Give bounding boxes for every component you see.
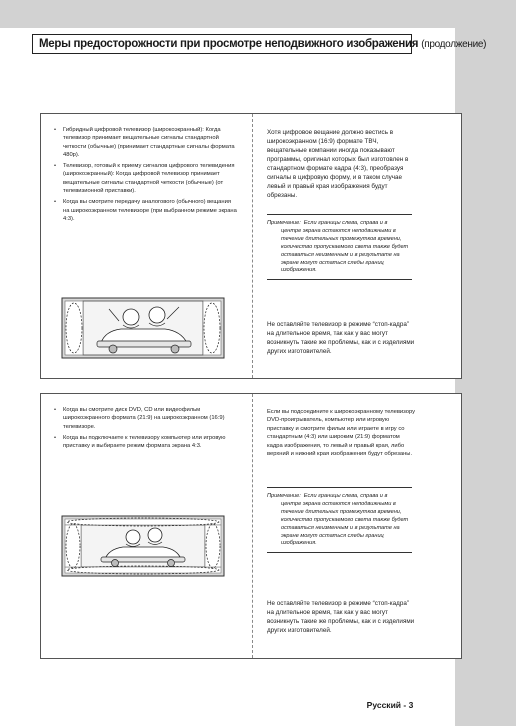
precaution-panel-1 (40, 113, 462, 379)
aspect-note: Хотя цифровое вещание должно вестись в широкоэкранном (16:9) формате ТВЧ, вещательные компании иногда показывают программы, оригинал которых был изготовлен в стандартном формате кадра (4:3), преобразуя сигналы в цифровую форму, и в таком случае левый и правый края изображения будут обрезаны. (267, 129, 409, 199)
caution-box (267, 487, 412, 553)
bullet-item: • Телевизор, готовый к приему сигналов цифрового телевидения (широкоэкранный): Когда цифровой телевизор принимает вещательные сигналы стандартной четкости (обычные) (от телевизионной приставки). (53, 162, 239, 195)
caution-label: Примечание: (267, 220, 301, 226)
top-gray-band (0, 0, 516, 28)
still-frame-warning: Не оставляйте телевизор в режиме “стоп-кадра” на длительное время, так как у вас могут возникнуть такие же проблемы, как и с изделиями других изготовителей. (267, 600, 415, 634)
bullet-item: • Когда вы смотрите диск DVD, CD или видеофильм широкоэкранного формата (21:9) на широкоэкранном (16:9) телевизоре. (53, 406, 239, 431)
precaution-panel-2 (40, 393, 462, 659)
right-gray-band (455, 0, 516, 726)
caution-text-first: Если границы слева, справа и в (303, 220, 388, 226)
bullet-item: • Когда вы смотрите передачу аналогового (обычного) вещания на широкоэкранном телевизоре (при выбранном режиме экрана 4:3). (53, 198, 239, 223)
caution-text-rest: центре экрана остаются неподвижными в течение длительных промежутков времени, количество пропускаемого света также будет оставаться неизменным и в результате на экране могут остаться следы границ изображения. (281, 500, 409, 547)
bullet-item: • Гибридный цифровой телевизор (широкоэкранный): Когда телевизор принимает вещательные сигналы стандартной четкости (обычные) (принимает стандартные сигналы формата 480p). (53, 126, 239, 159)
caution-label: Примечание: (267, 493, 301, 499)
caution-text-first: Если границы слева, справа и в (303, 493, 388, 499)
caution-box (267, 214, 412, 280)
tv-pillarbox-illustration (61, 297, 225, 359)
page-title (32, 34, 487, 54)
still-frame-warning: Не оставляйте телевизор в режиме “стоп-кадра” на длительное время, так как у вас могут возникнуть такие же проблемы, как и с изделиями других изготовителей. (267, 321, 415, 355)
bullet-item: • Когда вы подключаете к телевизору компьютер или игровую приставку и выбираете режим формата экрана 4:3. (53, 434, 239, 451)
page-title-subtitle: (продолжение) (421, 38, 487, 50)
tv-letterbox-illustration (61, 515, 225, 577)
page-number: Русский - 3 (360, 697, 420, 713)
page-title-text: Меры предосторожности при просмотре неподвижного изображения (39, 38, 419, 50)
panel-divider (252, 394, 253, 658)
panel-divider (252, 114, 253, 378)
bullet-list (53, 126, 239, 226)
caution-text-rest: центре экрана остаются неподвижными в течение длительных промежутков времени, количество пропускаемого света также будет оставаться неизменным и в результате на экране могут остаться следы границ изображения. (281, 227, 409, 274)
bullet-list (53, 406, 239, 453)
aspect-note: Если вы подсоедините к широкоэкранному телевизору DVD-проигрыватель, компьютер или игровую приставку и смотрите фильм или играете в игру со стандартным (4:3) или широким (21:9) форматом кадра изображения, то левый и правый края, либо верхний и нижний края изображения будут обрезаны. (267, 409, 416, 458)
